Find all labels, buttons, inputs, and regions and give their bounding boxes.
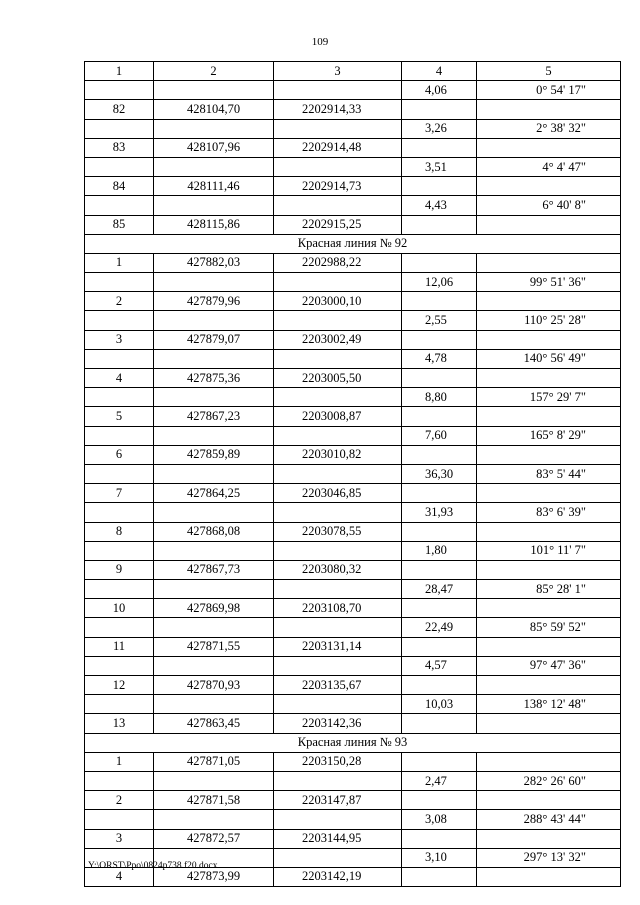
table-cell-col-5 [477, 599, 621, 618]
table-row [85, 560, 621, 579]
table-row [85, 349, 621, 368]
table-cell-col-1: 3 [85, 829, 154, 848]
table-cell-col-5: 4° 4' 47" [477, 157, 621, 176]
table-cell-col-5 [477, 215, 621, 234]
table-cell-col-5 [477, 100, 621, 119]
table-cell-col-4: 3,51 [402, 157, 477, 176]
table-cell-col-5: 83° 5' 44" [477, 464, 621, 483]
table-cell-col-4 [402, 599, 477, 618]
table-cell-col-3 [274, 503, 402, 522]
table-row [85, 752, 621, 771]
table-row [85, 426, 621, 445]
table-cell-col-1: 2 [85, 791, 154, 810]
table-cell-col-3 [274, 196, 402, 215]
table-cell-col-3 [274, 273, 402, 292]
table-cell-col-5: 6° 40' 8" [477, 196, 621, 215]
table-cell-col-4 [402, 522, 477, 541]
header-col-1: 1 [85, 62, 154, 81]
table-cell-col-2 [154, 541, 274, 560]
table-cell-col-4 [402, 177, 477, 196]
table-cell-col-4: 22,49 [402, 618, 477, 637]
table-cell-col-2 [154, 695, 274, 714]
table-cell-col-4: 36,30 [402, 464, 477, 483]
table-cell-col-3 [274, 810, 402, 829]
table-cell-col-3 [274, 349, 402, 368]
table-cell-col-4 [402, 253, 477, 272]
table-cell-col-4: 31,93 [402, 503, 477, 522]
table-cell-col-4 [402, 100, 477, 119]
page-number: 109 [311, 36, 329, 48]
table-cell-col-1: 11 [85, 637, 154, 656]
table-row [85, 177, 621, 196]
table-cell-col-1: 10 [85, 599, 154, 618]
section-title-row [85, 234, 621, 253]
table-row [85, 311, 621, 330]
header-col-3: 3 [274, 62, 402, 81]
table-cell-col-5: 157° 29' 7" [477, 388, 621, 407]
table-row [85, 791, 621, 810]
table-cell-col-1: 9 [85, 560, 154, 579]
table-cell-col-1 [85, 810, 154, 829]
table-cell-col-3: 2203008,87 [274, 407, 402, 426]
table-cell-col-4: 4,57 [402, 656, 477, 675]
table-cell-col-2: 428115,86 [154, 215, 274, 234]
table-cell-col-2 [154, 503, 274, 522]
table-cell-col-1: 8 [85, 522, 154, 541]
table-cell-col-2: 427871,05 [154, 752, 274, 771]
table-row [85, 676, 621, 695]
table-cell-col-3: 2202914,33 [274, 100, 402, 119]
table-row [85, 388, 621, 407]
table-cell-col-5 [477, 292, 621, 311]
table-cell-col-3 [274, 157, 402, 176]
table-cell-col-1 [85, 541, 154, 560]
header-col-4: 4 [402, 62, 477, 81]
table-cell-col-5 [477, 867, 621, 886]
table-row [85, 253, 621, 272]
table-cell-col-5 [477, 829, 621, 848]
table-cell-col-5 [477, 560, 621, 579]
table-cell-col-5 [477, 330, 621, 349]
table-cell-col-2: 427873,99 [154, 867, 274, 886]
table-cell-col-5: 99° 51' 36" [477, 273, 621, 292]
table-cell-col-4: 4,43 [402, 196, 477, 215]
table-cell-col-5 [477, 637, 621, 656]
table-cell-col-2: 428107,96 [154, 138, 274, 157]
table-row [85, 369, 621, 388]
table-cell-col-4: 28,47 [402, 580, 477, 599]
table-cell-col-4 [402, 330, 477, 349]
table-cell-col-4: 3,26 [402, 119, 477, 138]
section-title: Красная линия № 92 [85, 234, 621, 253]
table-cell-col-3: 2203080,32 [274, 560, 402, 579]
table-cell-col-2: 427875,36 [154, 369, 274, 388]
table-cell-col-2: 427868,08 [154, 522, 274, 541]
table-cell-col-1 [85, 503, 154, 522]
table-cell-col-2: 427882,03 [154, 253, 274, 272]
table-cell-col-1: 12 [85, 676, 154, 695]
table-cell-col-1: 3 [85, 330, 154, 349]
table-cell-col-3 [274, 618, 402, 637]
table-cell-col-5: 138° 12' 48" [477, 695, 621, 714]
header-col-2: 2 [154, 62, 274, 81]
table-cell-col-1 [85, 273, 154, 292]
table-cell-col-5: 85° 59' 52" [477, 618, 621, 637]
table-cell-col-2: 427864,25 [154, 484, 274, 503]
table-cell-col-3 [274, 119, 402, 138]
table-cell-col-4 [402, 560, 477, 579]
table-cell-col-5: 297° 13' 32" [477, 848, 621, 867]
table-row [85, 196, 621, 215]
table-header-row [85, 62, 621, 81]
table-cell-col-2: 427867,73 [154, 560, 274, 579]
table-row [85, 695, 621, 714]
table-cell-col-2: 427859,89 [154, 445, 274, 464]
table-cell-col-5 [477, 138, 621, 157]
table-cell-col-4 [402, 637, 477, 656]
table-cell-col-3 [274, 771, 402, 790]
table-cell-col-4: 3,10 [402, 848, 477, 867]
table-cell-col-2 [154, 388, 274, 407]
table-cell-col-1 [85, 311, 154, 330]
table-cell-col-3: 2203108,70 [274, 599, 402, 618]
table-cell-col-4 [402, 714, 477, 733]
table-row [85, 656, 621, 675]
table-cell-col-1 [85, 157, 154, 176]
table-row [85, 599, 621, 618]
table-row [85, 618, 621, 637]
table-cell-col-1: 6 [85, 445, 154, 464]
table-cell-col-3: 2203010,82 [274, 445, 402, 464]
table-cell-col-2 [154, 196, 274, 215]
table-cell-col-5: 0° 54' 17" [477, 81, 621, 100]
table-cell-col-3: 2203000,10 [274, 292, 402, 311]
table-cell-col-2 [154, 464, 274, 483]
table-row [85, 580, 621, 599]
table-cell-col-3 [274, 695, 402, 714]
table-cell-col-2 [154, 311, 274, 330]
table-row [85, 541, 621, 560]
table-row [85, 273, 621, 292]
table-cell-col-4: 3,08 [402, 810, 477, 829]
table-cell-col-1 [85, 349, 154, 368]
table-cell-col-4: 2,47 [402, 771, 477, 790]
table-row [85, 637, 621, 656]
table-cell-col-4 [402, 292, 477, 311]
table-row [85, 157, 621, 176]
table-cell-col-4 [402, 369, 477, 388]
table-cell-col-3: 2202914,73 [274, 177, 402, 196]
table-row [85, 81, 621, 100]
table-cell-col-1: 2 [85, 292, 154, 311]
table-cell-col-3: 2203142,19 [274, 867, 402, 886]
table-cell-col-4 [402, 445, 477, 464]
table-cell-col-2 [154, 656, 274, 675]
table-cell-col-3: 2203142,36 [274, 714, 402, 733]
table-row [85, 138, 621, 157]
table-cell-col-5 [477, 714, 621, 733]
table-cell-col-3: 2202915,25 [274, 215, 402, 234]
table-cell-col-5 [477, 407, 621, 426]
table-cell-col-1 [85, 656, 154, 675]
table-cell-col-3 [274, 656, 402, 675]
table-cell-col-3: 2203046,85 [274, 484, 402, 503]
table-cell-col-2 [154, 119, 274, 138]
table-cell-col-1: 13 [85, 714, 154, 733]
table-cell-col-4: 4,06 [402, 81, 477, 100]
table-cell-col-4: 10,03 [402, 695, 477, 714]
table-cell-col-2 [154, 618, 274, 637]
table-cell-col-2: 427879,07 [154, 330, 274, 349]
table-cell-col-3 [274, 541, 402, 560]
table-cell-col-3: 2203150,28 [274, 752, 402, 771]
table-row [85, 522, 621, 541]
table-cell-col-1 [85, 196, 154, 215]
table-cell-col-5: 83° 6' 39" [477, 503, 621, 522]
table-cell-col-3: 2203147,87 [274, 791, 402, 810]
table-row [85, 714, 621, 733]
table-cell-col-4: 8,80 [402, 388, 477, 407]
table-cell-col-5 [477, 253, 621, 272]
table-cell-col-5: 282° 26' 60" [477, 771, 621, 790]
table-cell-col-3: 2203002,49 [274, 330, 402, 349]
table-cell-col-3: 2202914,48 [274, 138, 402, 157]
table-cell-col-2: 428104,70 [154, 100, 274, 119]
table-cell-col-5 [477, 752, 621, 771]
table-cell-col-5 [477, 369, 621, 388]
table-cell-col-3 [274, 580, 402, 599]
table-cell-col-4: 12,06 [402, 273, 477, 292]
table-cell-col-1: 4 [85, 867, 154, 886]
table-cell-col-1: 82 [85, 100, 154, 119]
table-cell-col-4 [402, 752, 477, 771]
table-cell-col-5: 165° 8' 29" [477, 426, 621, 445]
table-row [85, 292, 621, 311]
table-cell-col-5 [477, 445, 621, 464]
table-cell-col-5: 140° 56' 49" [477, 349, 621, 368]
table-cell-col-2: 427871,55 [154, 637, 274, 656]
table-cell-col-5 [477, 484, 621, 503]
table-cell-col-2: 427871,58 [154, 791, 274, 810]
table-cell-col-1: 85 [85, 215, 154, 234]
table-cell-col-1: 84 [85, 177, 154, 196]
table-row [85, 330, 621, 349]
table-cell-col-1: 4 [85, 369, 154, 388]
table-cell-col-2 [154, 810, 274, 829]
table-cell-col-2: 427869,98 [154, 599, 274, 618]
table-row [85, 503, 621, 522]
table-cell-col-4: 4,78 [402, 349, 477, 368]
table-row [85, 771, 621, 790]
table-row [85, 407, 621, 426]
table-cell-col-4: 1,80 [402, 541, 477, 560]
table-cell-col-2: 428111,46 [154, 177, 274, 196]
table-cell-col-1 [85, 119, 154, 138]
table-cell-col-3 [274, 311, 402, 330]
table-cell-col-5: 97° 47' 36" [477, 656, 621, 675]
table-cell-col-1: 5 [85, 407, 154, 426]
table-cell-col-4 [402, 791, 477, 810]
table-cell-col-4 [402, 215, 477, 234]
table-row [85, 215, 621, 234]
table-cell-col-5: 288° 43' 44" [477, 810, 621, 829]
table-cell-col-3: 2203078,55 [274, 522, 402, 541]
table-body [85, 81, 621, 887]
table-cell-col-1 [85, 580, 154, 599]
table-cell-col-2: 427863,45 [154, 714, 274, 733]
table-cell-col-5 [477, 522, 621, 541]
table-cell-col-2: 427872,57 [154, 829, 274, 848]
table-cell-col-1 [85, 618, 154, 637]
table-cell-col-2: 427879,96 [154, 292, 274, 311]
section-title: Красная линия № 93 [85, 733, 621, 752]
table-cell-col-3: 2202988,22 [274, 253, 402, 272]
table-row [85, 464, 621, 483]
table-cell-col-2 [154, 273, 274, 292]
table-cell-col-1 [85, 81, 154, 100]
section-title-row [85, 733, 621, 752]
table-cell-col-1: 1 [85, 253, 154, 272]
table-row [85, 445, 621, 464]
table-cell-col-4: 2,55 [402, 311, 477, 330]
footer-file-path: Y:\ORST\Ppo\0824p738.f20.docx [88, 861, 218, 871]
table-cell-col-5 [477, 791, 621, 810]
table-cell-col-2 [154, 426, 274, 445]
table-cell-col-1 [85, 771, 154, 790]
table-cell-col-3: 2203005,50 [274, 369, 402, 388]
table-row [85, 100, 621, 119]
header-col-5: 5 [477, 62, 621, 81]
table-cell-col-4: 7,60 [402, 426, 477, 445]
table-cell-col-2: 427867,23 [154, 407, 274, 426]
table-cell-col-2 [154, 580, 274, 599]
table-cell-col-3 [274, 464, 402, 483]
table-cell-col-2 [154, 81, 274, 100]
table-cell-col-5: 110° 25' 28" [477, 311, 621, 330]
table-cell-col-1 [85, 464, 154, 483]
table-cell-col-5 [477, 177, 621, 196]
table-row [85, 810, 621, 829]
table-cell-col-4 [402, 484, 477, 503]
table-row [85, 119, 621, 138]
table-cell-col-5: 101° 11' 7" [477, 541, 621, 560]
coordinates-table [84, 61, 621, 887]
table-cell-col-2 [154, 349, 274, 368]
table-cell-col-2 [154, 157, 274, 176]
table-cell-col-3: 2203144,95 [274, 829, 402, 848]
table-cell-col-4 [402, 407, 477, 426]
table-cell-col-1 [85, 388, 154, 407]
table-cell-col-3 [274, 81, 402, 100]
table-cell-col-1 [85, 426, 154, 445]
table-row [85, 484, 621, 503]
table-cell-col-3: 2203135,67 [274, 676, 402, 695]
table-cell-col-1 [85, 695, 154, 714]
table-cell-col-4 [402, 867, 477, 886]
table-cell-col-5 [477, 676, 621, 695]
table-cell-col-1: 1 [85, 752, 154, 771]
table-cell-col-4 [402, 829, 477, 848]
table-cell-col-3: 2203131,14 [274, 637, 402, 656]
table-cell-col-3 [274, 388, 402, 407]
table-cell-col-5: 2° 38' 32" [477, 119, 621, 138]
table-cell-col-5: 85° 28' 1" [477, 580, 621, 599]
table-cell-col-1: 7 [85, 484, 154, 503]
table-cell-col-4 [402, 676, 477, 695]
table-cell-col-1: 83 [85, 138, 154, 157]
table-cell-col-3 [274, 848, 402, 867]
table-cell-col-2 [154, 771, 274, 790]
table-cell-col-2: 427870,93 [154, 676, 274, 695]
table-row [85, 829, 621, 848]
table-cell-col-4 [402, 138, 477, 157]
table-cell-col-3 [274, 426, 402, 445]
